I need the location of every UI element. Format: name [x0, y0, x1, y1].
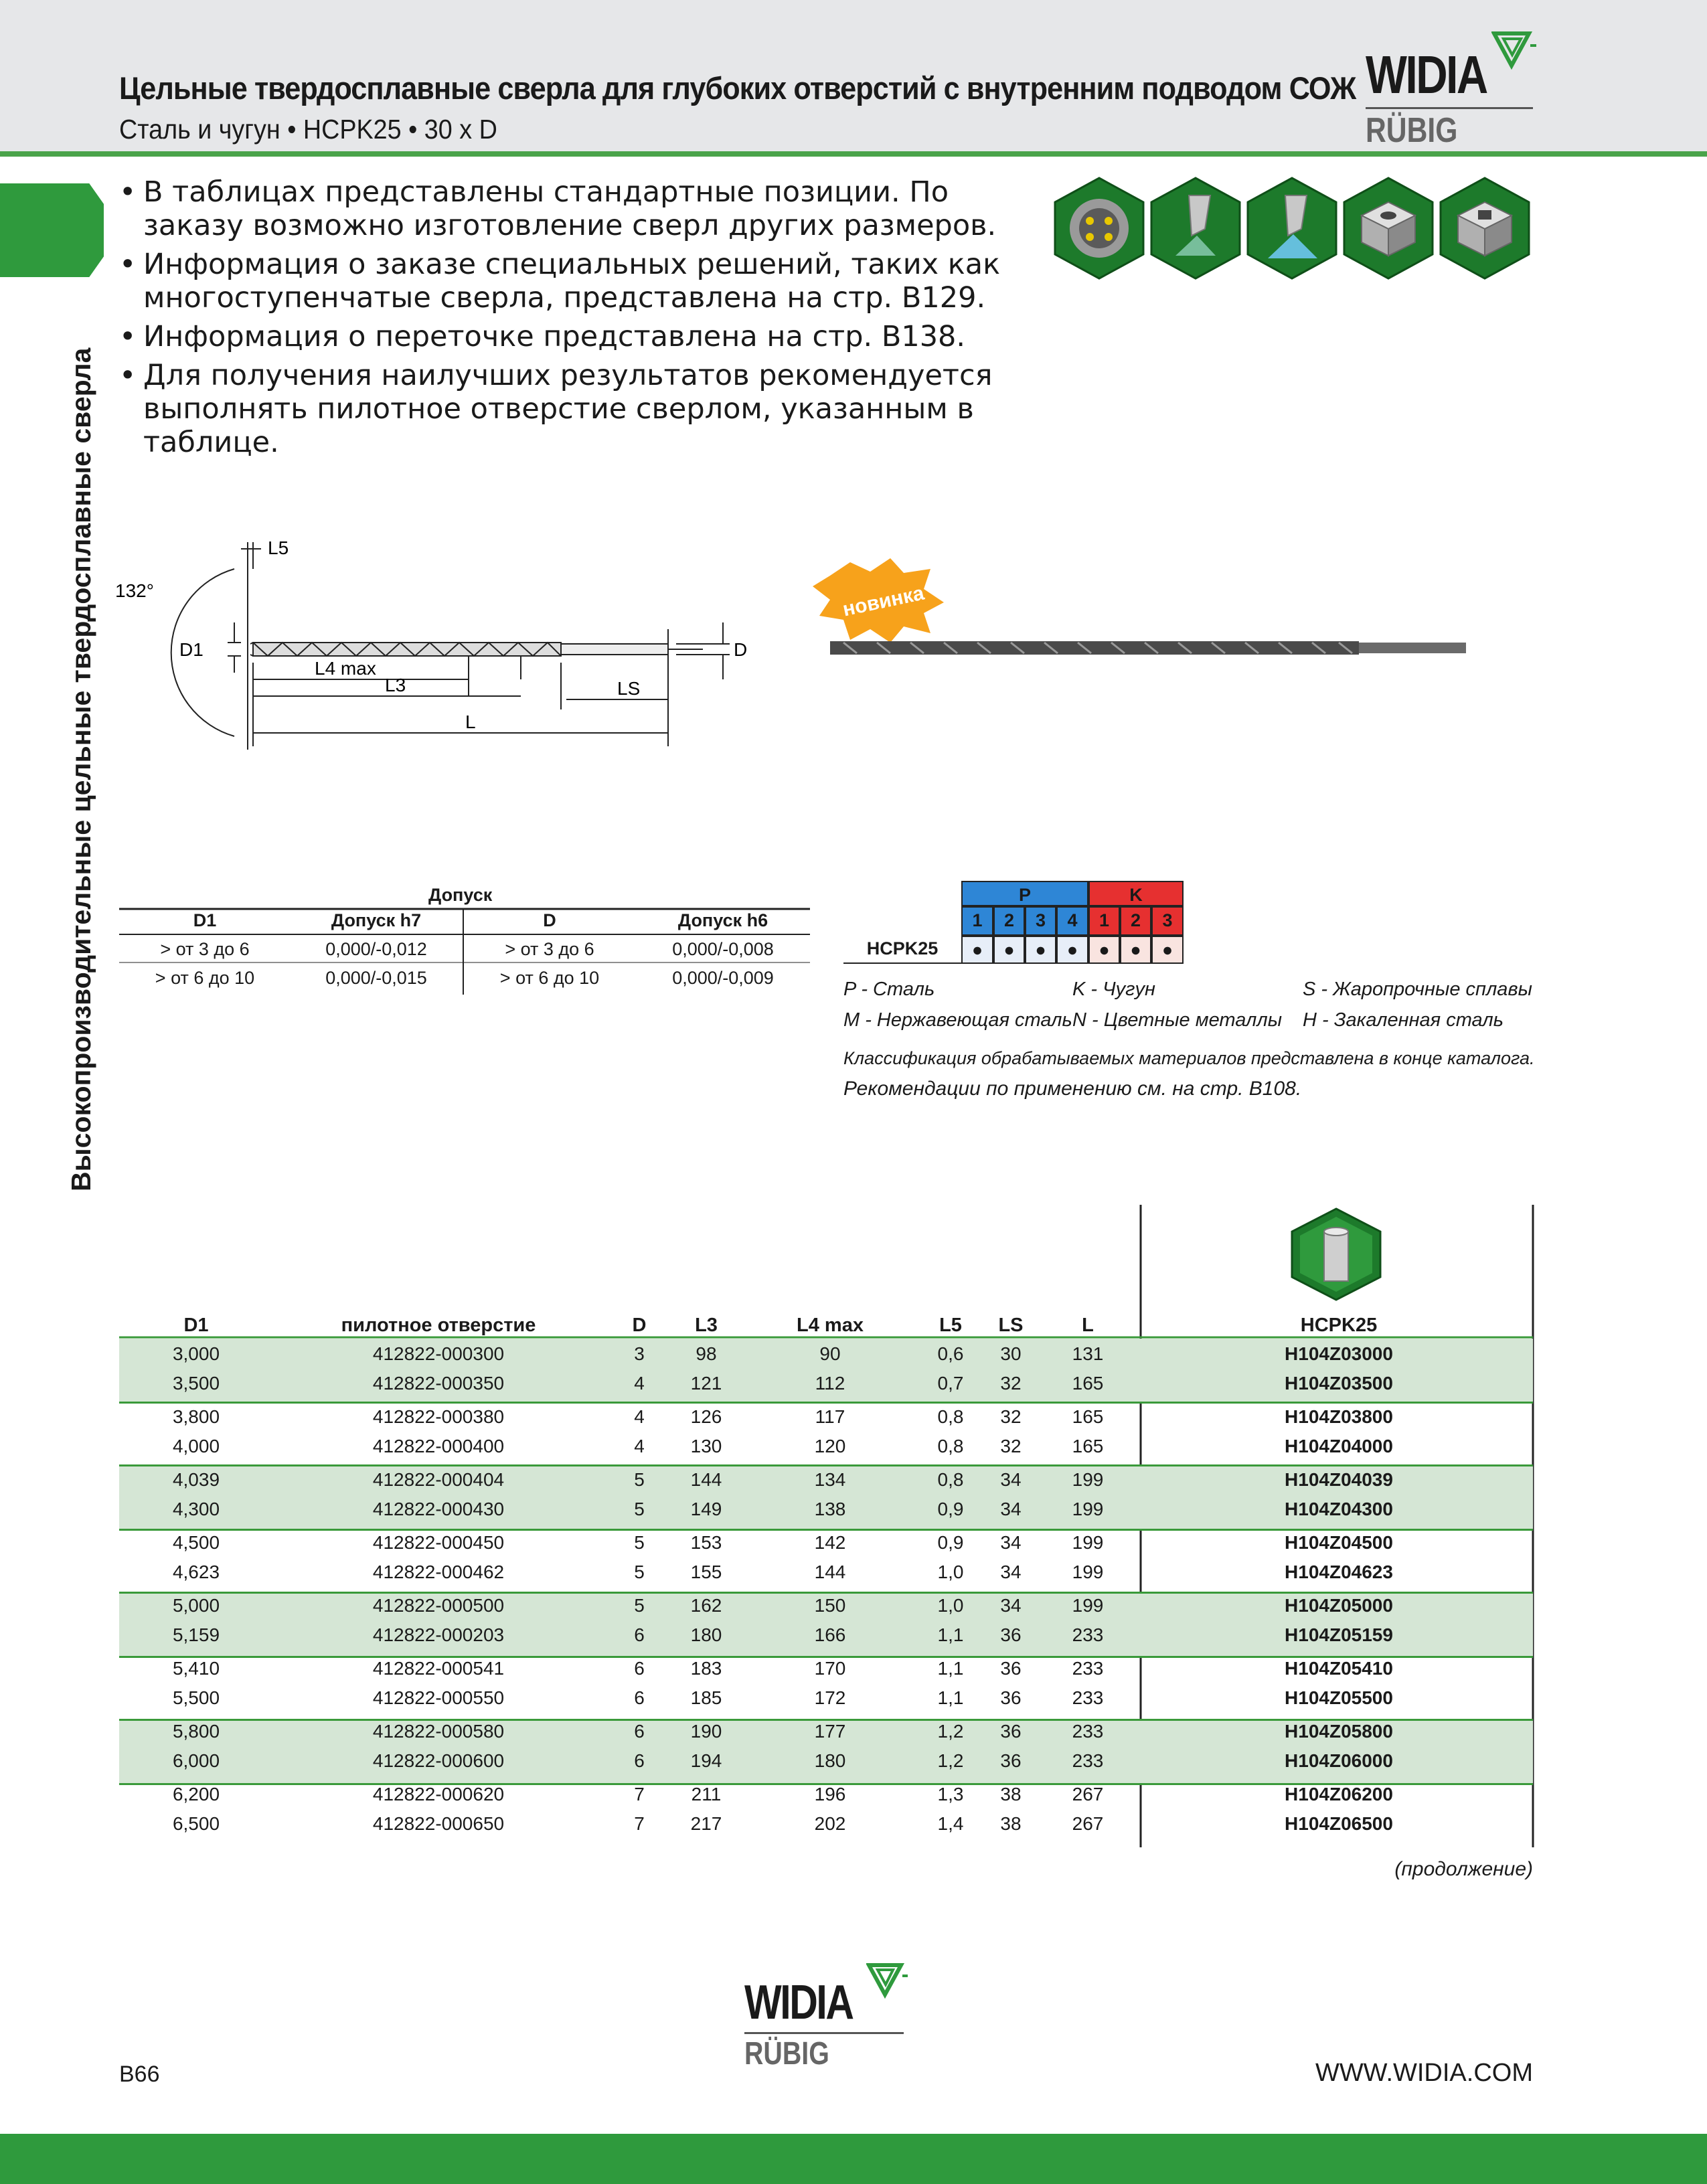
material-mark: ●	[1056, 936, 1088, 964]
cell-pilot: 412822-000550	[372, 1687, 505, 1708]
cell-l: 199	[1072, 1499, 1104, 1519]
cell-d: 6	[634, 1624, 645, 1645]
cell-l5: 1,0	[937, 1562, 964, 1582]
cell-l5: 0,6	[937, 1343, 964, 1364]
cell-d1: 3,500	[172, 1373, 220, 1394]
cell-l4: 90	[819, 1343, 841, 1364]
new-badge-label: новинка	[841, 582, 926, 621]
cell-ls: 36	[1000, 1658, 1022, 1679]
cell-l4: 150	[814, 1595, 846, 1616]
cell-l3: 121	[690, 1373, 722, 1394]
bullet-item: • Информация о заказе специальных решений, таких как многоступенчатые сверла, представлена на стр. B129.	[119, 248, 1056, 315]
mist-coolant-icon	[1149, 175, 1242, 281]
cell-ls: 36	[1000, 1624, 1022, 1645]
cell-ls: 30	[1000, 1343, 1022, 1364]
tol-cell: 0,000/-0,008	[672, 939, 774, 959]
cell-ls: 36	[1000, 1721, 1022, 1742]
wet-coolant-icon	[1245, 175, 1339, 281]
side-section-label: Высокопроизводительные цельные твердосплавные сверла	[66, 347, 96, 1191]
d1-label: D1	[179, 639, 204, 660]
cell-d1: 6,500	[172, 1813, 220, 1834]
cell-l: 233	[1072, 1750, 1104, 1771]
material-sub-p4: 4	[1056, 906, 1088, 936]
cell-code: H104Z03800	[1285, 1406, 1393, 1427]
drill-dimension-drawing	[107, 529, 763, 750]
cell-l3: 190	[690, 1721, 722, 1742]
legend-n: N - Цветные металлы	[1072, 1009, 1283, 1031]
cell-d: 6	[634, 1687, 645, 1708]
cell-l: 267	[1072, 1784, 1104, 1804]
cell-l: 199	[1072, 1562, 1104, 1582]
cell-l4: 134	[814, 1469, 846, 1490]
cell-code: H104Z03500	[1285, 1373, 1393, 1394]
cell-d: 6	[634, 1658, 645, 1679]
legend-k: K - Чугун	[1072, 979, 1155, 1000]
cell-d1: 6,200	[172, 1784, 220, 1804]
cell-d1: 5,800	[172, 1721, 220, 1742]
cell-l4: 112	[815, 1373, 845, 1394]
angle-label: 132°	[115, 580, 154, 601]
l4-label: L4 max	[315, 658, 376, 679]
page-title: Цельные твердосплавные сверла для глубоких отверстий с внутренним подводом СОЖ	[119, 70, 1356, 106]
cell-d: 5	[634, 1595, 645, 1616]
footer-logo-triangle-icon	[866, 1962, 910, 2000]
cell-d1: 4,039	[172, 1469, 220, 1490]
cell-d: 5	[634, 1532, 645, 1553]
cell-l4: 166	[814, 1624, 846, 1645]
tol-header-h6: Допуск h6	[677, 910, 768, 930]
cell-l4: 138	[814, 1499, 846, 1519]
footer-logo-rubig: RÜBIG	[744, 2036, 829, 2072]
cell-l5: 0,9	[937, 1532, 964, 1553]
cell-d1: 3,000	[172, 1343, 220, 1364]
cell-l3: 194	[690, 1750, 722, 1771]
cell-l: 267	[1072, 1813, 1104, 1834]
tolerance-title: Допуск	[428, 885, 493, 905]
cell-l5: 0,8	[937, 1406, 964, 1427]
cell-l4: 196	[814, 1784, 846, 1804]
material-mark: ●	[1088, 936, 1120, 964]
footer-logo-widia: WIDIA	[744, 1976, 853, 2029]
tol-header-h7: Допуск h7	[331, 910, 422, 930]
cell-l: 199	[1072, 1469, 1104, 1490]
cell-l3: 153	[690, 1532, 722, 1553]
cell-ls: 36	[1000, 1687, 1022, 1708]
cell-l3: 149	[690, 1499, 722, 1519]
cell-code: H104Z03000	[1285, 1343, 1393, 1364]
l3-label: L3	[385, 675, 406, 695]
cell-code: H104Z04623	[1285, 1562, 1393, 1582]
cell-l5: 1,4	[937, 1813, 964, 1834]
logo-rule	[1366, 107, 1533, 109]
cell-pilot: 412822-000300	[372, 1343, 505, 1364]
cell-l4: 144	[814, 1562, 846, 1582]
material-mark: ●	[1151, 936, 1184, 964]
cell-pilot: 412822-000450	[372, 1532, 505, 1553]
d-label: D	[734, 639, 748, 660]
col-header-l: L	[1082, 1315, 1094, 1336]
cell-ls: 32	[1000, 1436, 1022, 1456]
cell-l5: 0,8	[937, 1469, 964, 1490]
legend-p: P - Сталь	[843, 979, 935, 1000]
cell-l5: 0,7	[937, 1373, 964, 1394]
tol-cell: > от 3 до 6	[160, 939, 250, 959]
cell-pilot: 412822-000203	[372, 1624, 505, 1645]
cell-l3: 180	[690, 1624, 722, 1645]
cell-ls: 38	[1000, 1784, 1022, 1804]
cell-d1: 4,623	[172, 1562, 220, 1582]
material-sub-k1: 1	[1088, 906, 1120, 936]
cell-d: 4	[634, 1373, 645, 1394]
cell-pilot: 412822-000462	[372, 1562, 505, 1582]
material-grade-label: HCPK25	[843, 936, 961, 964]
footer-logo	[744, 1976, 904, 2072]
cell-ls: 34	[1000, 1499, 1022, 1519]
cell-d1: 5,000	[172, 1595, 220, 1616]
cell-l: 233	[1072, 1658, 1104, 1679]
cell-d1: 4,000	[172, 1436, 220, 1456]
cell-code: H104Z04000	[1285, 1436, 1393, 1456]
col-header-ls: LS	[998, 1315, 1024, 1336]
tol-cell: > от 3 до 6	[505, 939, 594, 959]
cell-pilot: 412822-000400	[372, 1436, 505, 1456]
material-group-p: P	[961, 881, 1088, 906]
cell-d: 4	[634, 1406, 645, 1427]
cell-l5: 0,9	[937, 1499, 964, 1519]
material-sub-k2: 2	[1120, 906, 1151, 936]
footer-bar	[0, 2134, 1707, 2184]
cell-ls: 34	[1000, 1595, 1022, 1616]
drill-product-photo	[803, 549, 1540, 683]
website-link[interactable]: WWW.WIDIA.COM	[1315, 2059, 1533, 2087]
cell-l4: 172	[814, 1687, 846, 1708]
solid-carbide-icon	[1289, 1207, 1383, 1301]
cell-code: H104Z04039	[1285, 1469, 1393, 1490]
tol-cell: 0,000/-0,009	[672, 968, 774, 988]
continued-label: (продолжение)	[1394, 1858, 1533, 1880]
cell-l5: 1,1	[937, 1624, 964, 1645]
cell-l5: 1,1	[937, 1687, 964, 1708]
material-mark: ●	[1025, 936, 1056, 964]
page-header	[0, 0, 1707, 157]
cell-l5: 1,1	[937, 1658, 964, 1679]
cell-l3: 211	[691, 1784, 722, 1804]
col-header-l3: L3	[695, 1315, 718, 1336]
cell-code: H104Z05800	[1285, 1721, 1393, 1742]
cell-l5: 1,0	[937, 1595, 964, 1616]
cell-code: H104Z04500	[1285, 1532, 1393, 1553]
cell-ls: 32	[1000, 1406, 1022, 1427]
cell-ls: 32	[1000, 1373, 1022, 1394]
cell-d: 6	[634, 1721, 645, 1742]
cell-l3: 130	[690, 1436, 722, 1456]
tol-cell: 0,000/-0,012	[325, 939, 427, 959]
cell-l4: 120	[814, 1436, 846, 1456]
blind-hole-icon	[1438, 175, 1532, 281]
cell-code: H104Z06200	[1285, 1784, 1393, 1804]
col-header-pilot: пилотное отверстие	[341, 1315, 536, 1336]
cell-l: 131	[1072, 1343, 1104, 1364]
tol-cell: > от 6 до 10	[155, 968, 255, 988]
col-header-d: D	[632, 1315, 647, 1336]
cell-d: 5	[634, 1469, 645, 1490]
col-header-grade: HCPK25	[1300, 1315, 1378, 1336]
cell-d1: 6,000	[172, 1750, 220, 1771]
cell-code: H104Z05410	[1285, 1658, 1393, 1679]
classification-note: Классификация обрабатываемых материалов представлена в конце каталога.	[843, 1048, 1535, 1068]
cell-l3: 155	[690, 1562, 722, 1582]
bullet-item: • Для получения наилучших результатов рекомендуется выполнять пилотное отверстие сверлом, указанным в таблице.	[119, 359, 1056, 459]
recommendation-note: Рекомендации по применению см. на стр. B108.	[843, 1078, 1302, 1100]
cell-l: 233	[1072, 1687, 1104, 1708]
footer-logo-rule	[744, 2032, 904, 2034]
cell-pilot: 412822-000404	[372, 1469, 505, 1490]
cell-l: 233	[1072, 1624, 1104, 1645]
cell-l5: 1,3	[937, 1784, 964, 1804]
cell-d1: 4,500	[172, 1532, 220, 1553]
cell-pilot: 412822-000650	[372, 1813, 505, 1834]
cell-pilot: 412822-000500	[372, 1595, 505, 1616]
cell-l: 165	[1072, 1436, 1104, 1456]
cell-l4: 170	[814, 1658, 846, 1679]
logo-widia-text: WIDIA	[1366, 45, 1487, 104]
cell-code: H104Z06000	[1285, 1750, 1393, 1771]
cell-d1: 4,300	[172, 1499, 220, 1519]
material-sub-p1: 1	[961, 906, 993, 936]
cell-l3: 144	[690, 1469, 722, 1490]
cell-l: 199	[1072, 1532, 1104, 1553]
cell-d: 6	[634, 1750, 645, 1771]
bullet-item: • Информация о переточке представлена на стр. B138.	[119, 320, 1056, 353]
cell-l: 233	[1072, 1721, 1104, 1742]
cell-d: 3	[634, 1343, 645, 1364]
cell-l4: 202	[814, 1813, 846, 1834]
cell-d1: 5,410	[172, 1658, 220, 1679]
cell-d1: 5,159	[172, 1624, 220, 1645]
info-bullets	[119, 175, 1056, 465]
cell-l3: 98	[696, 1343, 717, 1364]
cell-d: 4	[634, 1436, 645, 1456]
cell-code: H104Z05000	[1285, 1595, 1393, 1616]
cell-pilot: 412822-000600	[372, 1750, 505, 1771]
cell-l: 199	[1072, 1595, 1104, 1616]
cell-l3: 126	[690, 1406, 722, 1427]
section-tab	[0, 183, 104, 277]
cell-l5: 1,2	[937, 1750, 964, 1771]
cell-l: 165	[1072, 1373, 1104, 1394]
cell-code: H104Z05159	[1285, 1624, 1393, 1645]
material-group-k: K	[1088, 881, 1184, 906]
material-sub-k3: 3	[1151, 906, 1184, 936]
tol-cell: 0,000/-0,015	[325, 968, 427, 988]
tol-cell: > от 6 до 10	[499, 968, 600, 988]
legend-h: H - Закаленная сталь	[1303, 1009, 1503, 1031]
cell-ls: 34	[1000, 1562, 1022, 1582]
cell-d: 5	[634, 1562, 645, 1582]
material-mark: ●	[1120, 936, 1151, 964]
ls-label: LS	[617, 678, 641, 699]
col-header-l4: L4 max	[797, 1315, 864, 1336]
cell-l: 165	[1072, 1406, 1104, 1427]
cell-pilot: 412822-000620	[372, 1784, 505, 1804]
col-header-d1: D1	[183, 1315, 209, 1336]
material-sub-p3: 3	[1025, 906, 1056, 936]
cell-l4: 117	[815, 1406, 845, 1427]
cell-pilot: 412822-000541	[372, 1658, 505, 1679]
cell-l4: 142	[814, 1532, 846, 1553]
logo-rubig-text: RÜBIG	[1366, 111, 1458, 150]
cell-l3: 183	[690, 1658, 722, 1679]
logo-triangle-icon	[1491, 31, 1538, 71]
cell-ls: 34	[1000, 1469, 1022, 1490]
coolant-through-icon	[1052, 175, 1146, 281]
cell-l4: 180	[814, 1750, 846, 1771]
cell-pilot: 412822-000430	[372, 1499, 505, 1519]
cell-d1: 5,500	[172, 1687, 220, 1708]
tol-header-d: D	[543, 910, 556, 930]
bullet-item: • В таблицах представлены стандартные позиции. По заказу возможно изготовление сверл других размеров.	[119, 175, 1056, 242]
cell-d1: 3,800	[172, 1406, 220, 1427]
cell-pilot: 412822-000580	[372, 1721, 505, 1742]
cell-d: 7	[634, 1813, 645, 1834]
cell-l5: 1,2	[937, 1721, 964, 1742]
cell-pilot: 412822-000350	[372, 1373, 505, 1394]
cell-code: H104Z05500	[1285, 1687, 1393, 1708]
col-header-l5: L5	[939, 1315, 962, 1336]
cell-ls: 38	[1000, 1813, 1022, 1834]
cell-code: H104Z06500	[1285, 1813, 1393, 1834]
l5-label: L5	[268, 537, 289, 558]
cell-d: 7	[634, 1784, 645, 1804]
cell-l4: 177	[814, 1721, 846, 1742]
cell-l5: 0,8	[937, 1436, 964, 1456]
cell-l3: 162	[690, 1595, 722, 1616]
legend-m: M - Нержавеющая сталь	[843, 1009, 1072, 1031]
page-subtitle: Сталь и чугун • HCPK25 • 30 x D	[119, 114, 497, 145]
material-mark: ●	[993, 936, 1025, 964]
legend-s: S - Жаропрочные сплавы	[1303, 979, 1532, 1000]
cell-d: 5	[634, 1499, 645, 1519]
cell-ls: 34	[1000, 1532, 1022, 1553]
cell-code: H104Z04300	[1285, 1499, 1393, 1519]
cell-l3: 217	[690, 1813, 722, 1834]
cell-pilot: 412822-000380	[372, 1406, 505, 1427]
tol-header-d1: D1	[193, 910, 217, 930]
material-sub-p2: 2	[993, 906, 1025, 936]
cell-l3: 185	[690, 1687, 722, 1708]
through-hole-icon	[1342, 175, 1435, 281]
widia-rubig-logo	[1366, 45, 1533, 150]
page-number: B66	[119, 2062, 160, 2087]
material-mark: ●	[961, 936, 993, 964]
cell-ls: 36	[1000, 1750, 1022, 1771]
l-label: L	[465, 711, 476, 732]
